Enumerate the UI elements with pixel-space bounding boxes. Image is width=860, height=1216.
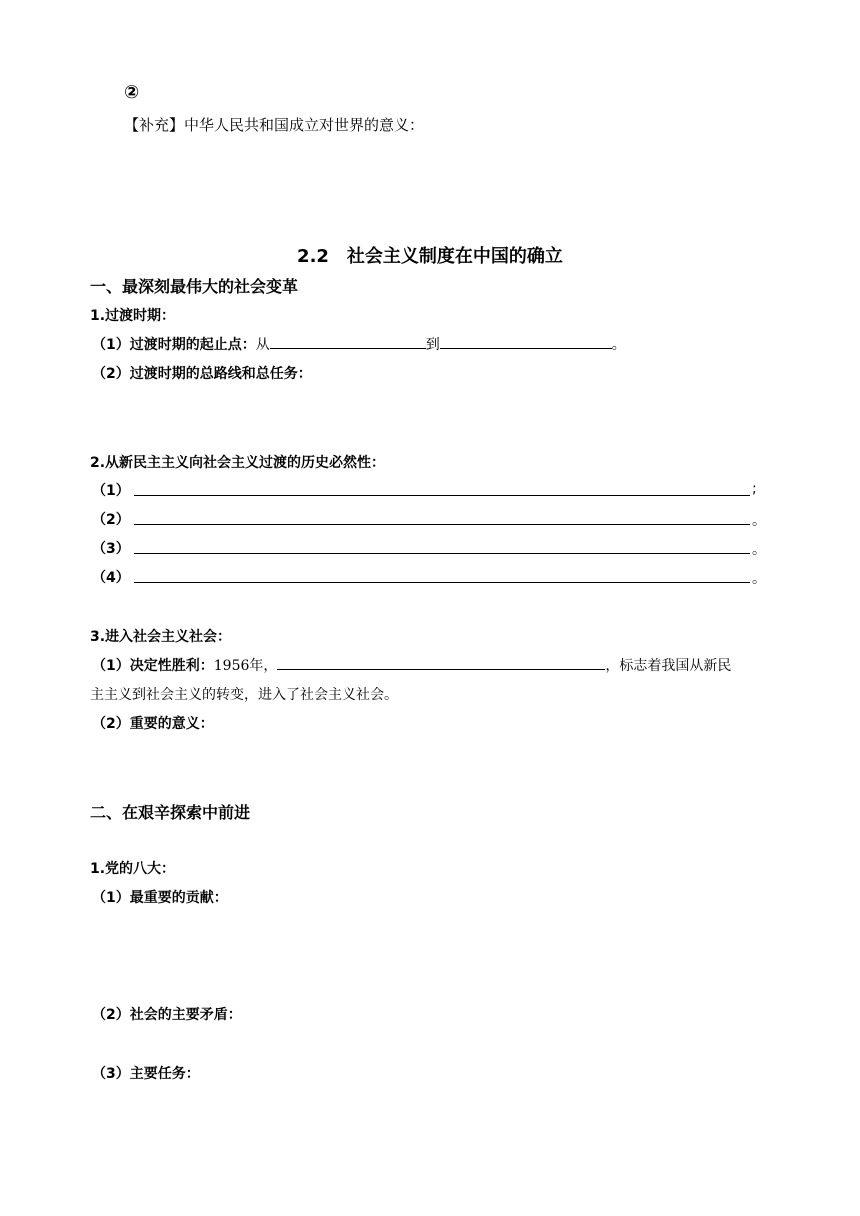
p2-q1-sub1: （1）最重要的贡献：	[92, 890, 228, 906]
q2-item-3-end: 。	[752, 542, 766, 558]
q1-sub1-to: 到	[425, 337, 440, 353]
q2-item-2-end: 。	[752, 513, 766, 529]
part1-heading: 一、最深刻最伟大的社会变革	[90, 277, 299, 296]
p2-q1-sub3: （3）主要任务：	[92, 1066, 200, 1082]
q1-sub1-from: 从	[255, 337, 270, 353]
q2-title: 2.从新民主主义向社会主义过渡的历史必然性：	[90, 455, 386, 471]
q3-sub2: （2）重要的意义：	[92, 716, 214, 732]
q1-sub2: （2）过渡时期的总路线和总任务：	[92, 366, 312, 382]
circle-number-two: ②	[124, 82, 140, 103]
q1-blank-start[interactable]	[270, 334, 426, 349]
q1-sub1-label: （1）过渡时期的起止点：	[92, 337, 256, 353]
p2-q1-sub2: （2）社会的主要矛盾：	[92, 1007, 242, 1023]
q2-item-4-end: 。	[752, 571, 766, 587]
q2-item-2-blank[interactable]	[134, 524, 750, 525]
q1-sub1-end: 。	[611, 337, 626, 353]
part2-heading: 二、在艰辛探索中前进	[90, 803, 251, 822]
q3-sub1-continuation: 主主义到社会主义的转变，进入了社会主义社会。	[90, 687, 398, 703]
q1-title: 1.过渡时期：	[90, 308, 176, 324]
q2-item-4-blank[interactable]	[134, 582, 750, 583]
q3-sub1-label: （1）决定性胜利：	[92, 658, 214, 674]
q1-sub1	[92, 334, 626, 354]
q2-item-3-blank[interactable]	[134, 553, 750, 554]
q2-item-1-label: （1）	[92, 483, 130, 499]
p2-q1-title: 1.党的八大：	[90, 861, 176, 877]
q3-title: 3.进入社会主义社会：	[90, 629, 232, 645]
q3-sub1-tail: ，标志着我国从新民	[605, 658, 732, 674]
q2-item-1-blank[interactable]	[134, 495, 750, 496]
q3-sub1	[92, 655, 731, 675]
q2-item-3-label: （3）	[92, 541, 130, 557]
section-title: 2.2 社会主义制度在中国的确立	[297, 246, 563, 267]
q3-sub1-year: 1956年，	[213, 658, 278, 674]
q2-item-4-label: （4）	[92, 570, 130, 586]
q3-blank-victory[interactable]	[277, 655, 605, 670]
q2-item-1-end: ;	[752, 481, 757, 497]
supplement-note: 【补充】中华人民共和国成立对世界的意义：	[124, 116, 425, 134]
q1-blank-end[interactable]	[440, 334, 612, 349]
q2-item-2-label: （2）	[92, 512, 130, 528]
